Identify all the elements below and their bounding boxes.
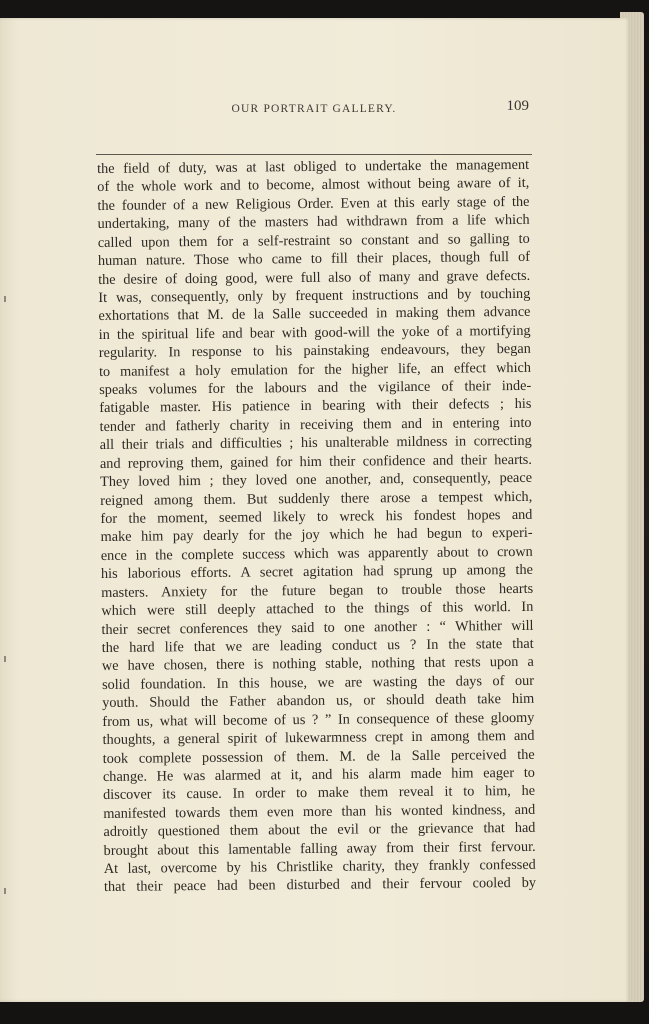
text-line: his laborious efforts. A secret agitation had sprung up among the — [100, 562, 534, 583]
text-line: They loved him ; they loved one another, and, consequently, peace — [100, 470, 533, 491]
text-line: speaks volumes for the labours and the vigilance of their inde- — [99, 377, 532, 399]
text-line: the founder of a new Religious Order. Even at this early stage of the — [97, 193, 530, 214]
text-line: of the whole work and to become, almost without being aware of it, — [97, 175, 530, 196]
text-line: their secret conferences they said to one another : “ Whither will — [101, 617, 534, 638]
text-line: the field of duty, was at last obliged to undertake the management — [97, 156, 530, 177]
text-line: undertaking, many of the masters had withdrawn from a life which — [97, 212, 530, 233]
text-line: ence in the complete success which was apparently about to crown — [100, 543, 533, 564]
text-line: called upon them for a self-restraint so constant and so galling to — [97, 230, 530, 251]
text-line: manifested towards them even more than his wonted kindness, and — [103, 801, 536, 822]
text-line: At last, overcome by his Christlike charity, they frankly confessed — [103, 856, 536, 877]
text-line: the desire of doing good, were full also of many and grave defects. — [98, 267, 531, 288]
text-line: from us, what will become of us ? ” In consequence of these gloomy — [102, 709, 535, 730]
text-line: we have chosen, there is nothing stable, nothing that rests upon a — [101, 654, 534, 675]
text-line: and reproving them, gained for him their confidence and their hearts. — [99, 451, 532, 472]
margin-speck — [4, 888, 6, 894]
body-text — [97, 156, 548, 897]
text-line: make him pay dearly for the joy which he had begun to experi- — [100, 525, 533, 546]
text-line: youth. Should the Father abandon us, or should death take him — [102, 691, 535, 712]
text-line: to manifest a holy emulation for the higher life, an effect which — [98, 359, 532, 380]
text-line: that their peace had been disturbed and their fervour cooled by — [103, 875, 537, 896]
text-line: fatigable master. His patience in bearing with their defects ; his — [99, 396, 532, 417]
text-line: adroitly questioned them about the evil or the grievance that had — [103, 820, 536, 841]
text-line: change. He was alarmed at it, and his alarm made him eager to — [102, 764, 535, 785]
text-line: masters. Anxiety for the future began to trouble those hearts — [101, 580, 534, 601]
text-line: took complete possession of them. M. de la Salle perceived the — [102, 746, 535, 767]
text-line: in the spiritual life and bear with good-will the yoke of a mortifying — [98, 322, 531, 343]
text-line: discover its cause. In order to make them reveal it to him, he — [103, 783, 536, 804]
text-line: tender and fatherly charity in receiving them and in entering into — [99, 414, 532, 435]
text-line: for the moment, seemed likely to wreck his fondest hopes and — [100, 506, 533, 527]
text-line: brought about this lamentable falling away from their first fervour. — [103, 838, 536, 859]
margin-speck — [4, 656, 6, 662]
text-line: exhortations that M. de la Salle succeeded in making them advance — [98, 304, 531, 325]
running-head — [96, 98, 532, 125]
page-number: 109 — [506, 98, 529, 114]
text-line: human nature. Those who came to fill their places, though full of — [97, 248, 531, 270]
header-rule — [96, 154, 532, 155]
text-line: It was, consequently, only by frequent instructions and by touching — [98, 285, 531, 306]
margin-speck — [4, 296, 6, 302]
text-line: solid foundation. In this house, we are wasting the days of our — [101, 672, 535, 693]
text-line: reigned among them. But suddenly there arose a tempest which, — [100, 488, 533, 509]
text-line: all their trials and difficulties ; his unalterable mildness in correcting — [99, 433, 532, 454]
running-head-title: OUR PORTRAIT GALLERY. — [231, 103, 397, 115]
text-line: the hard life that we are leading conduct us ? In the state that — [101, 635, 534, 656]
text-line: thoughts, a general spirit of lukewarmness crept in among them and — [102, 727, 535, 749]
text-line: which were still deeply attached to the things of this world. In — [101, 598, 534, 620]
text-line: regularity. In response to his painstaking endeavours, they began — [98, 341, 531, 362]
